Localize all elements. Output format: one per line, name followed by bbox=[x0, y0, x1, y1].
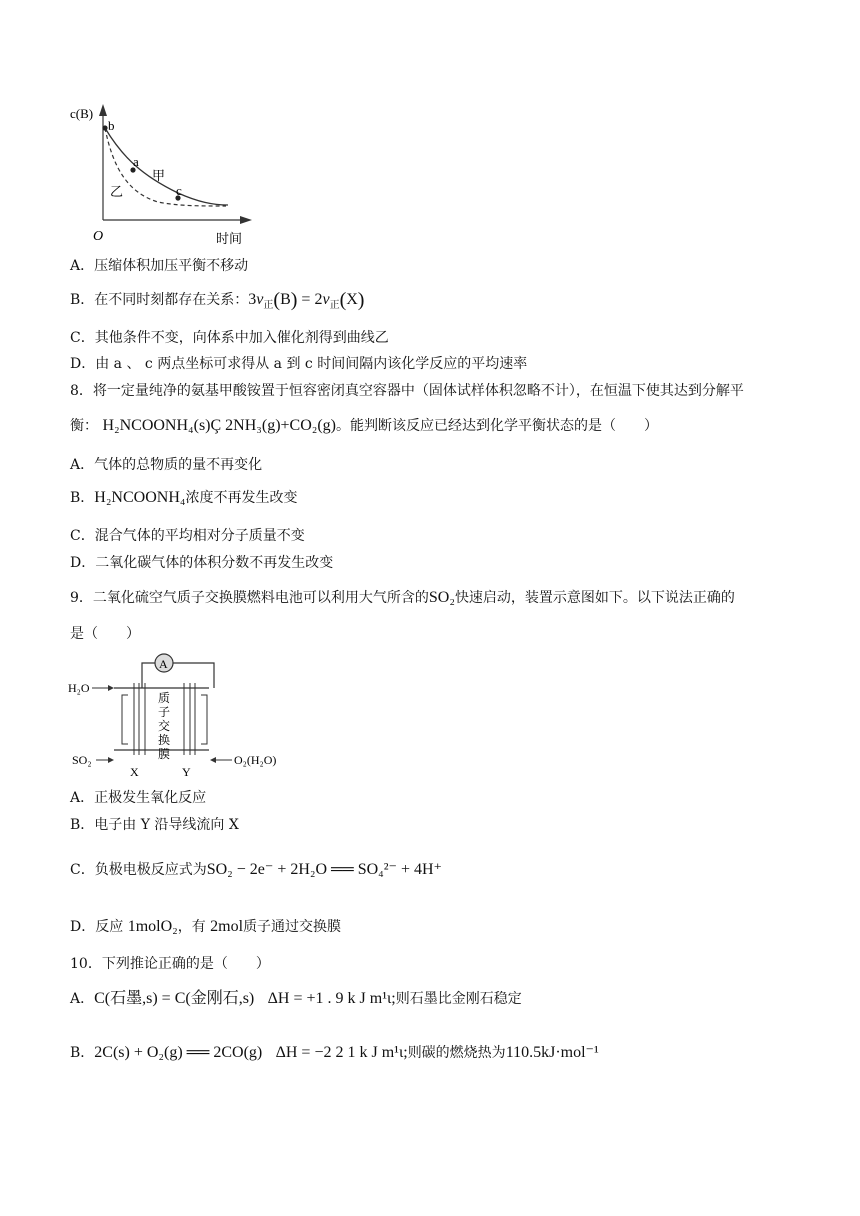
q7-b-formula: $3v_正(B) = 2v_正(X)$ bbox=[248, 289, 365, 312]
q7-option-c: C．其他条件不变，向体系中加入催化剂得到曲线乙 bbox=[70, 330, 389, 346]
q10-option-b: B．2C(s) + O₂(g) ══ 2CO(g) ΔH = −2 2 1 k J m¹ι;则碳的燃烧热为110.5kJ·mol⁻¹ bbox=[70, 1044, 599, 1061]
membrane-char-5: 膜 bbox=[158, 747, 171, 761]
membrane-char-4: 换 bbox=[158, 733, 171, 747]
fuel-cell-diagram bbox=[64, 650, 294, 780]
q8-equation: H₂NCOONH₄(s)Ç 2NH₃(g)+CO₂(g) bbox=[102, 417, 336, 434]
membrane-char-2: 子 bbox=[158, 705, 171, 719]
q7-option-b: B．在不同时刻都存在关系：$3v_正(B) = 2v_正(X)$ bbox=[70, 289, 365, 312]
q7-option-d: D．由 a 、 c 两点坐标可求得从 a 到 c 时间间隔内该化学反应的平均速率 bbox=[70, 356, 528, 372]
q8-option-b: B．H₂NCOONH₄浓度不再发生改变 bbox=[70, 489, 298, 506]
q9-option-d: D．反应 1molO₂，有 2mol质子通过交换膜 bbox=[70, 918, 342, 935]
membrane-char-3: 交 bbox=[158, 719, 171, 733]
concentration-time-figure bbox=[68, 98, 258, 248]
q8-option-c: C．混合气体的平均相对分子质量不变 bbox=[70, 528, 305, 544]
electrode-x-label: X bbox=[130, 765, 139, 779]
q9-stem-line2: 是（ ） bbox=[70, 626, 140, 642]
q8-stem-line2: 衡： H₂NCOONH₄(s)Ç 2NH₃(g)+CO₂(g)。能判断该反应已经达到化学平衡状态的是（ ） bbox=[70, 417, 658, 434]
electrode-y-label: Y bbox=[182, 765, 191, 779]
curve-jia-label: 甲 bbox=[152, 168, 166, 183]
q9-stem-line1: 9．二氧化硫空气质子交换膜燃料电池可以利用大气所含的SO₂快速启动，装置示意图如下。以下说法正确的 bbox=[70, 589, 735, 606]
q8-option-a: A．气体的总物质的量不再变化 bbox=[70, 457, 263, 473]
q8-stem-line1: 8．将一定量纯净的氨基甲酸铵置于恒容密闭真空容器中（固体试样体积忽略不计），在恒温下使其达到分解平 bbox=[70, 383, 744, 399]
point-b-label: b bbox=[108, 118, 115, 133]
q8-option-d: D．二氧化碳气体的体积分数不再发生改变 bbox=[70, 555, 334, 571]
curve-yi bbox=[105, 128, 226, 206]
curve-yi-label: 乙 bbox=[110, 184, 124, 199]
q10-stem: 10．下列推论正确的是（ ） bbox=[70, 956, 270, 972]
y-axis-label: c(B) bbox=[70, 106, 94, 121]
membrane-char-1: 质 bbox=[158, 691, 171, 705]
h2o-label: H₂O bbox=[68, 681, 90, 695]
curve-jia bbox=[105, 128, 228, 205]
point-c-label: c bbox=[176, 183, 182, 198]
origin-label: O bbox=[93, 229, 104, 244]
q9-option-b: B．电子由 Y 沿导线流向 X bbox=[70, 817, 239, 833]
point-a-label: a bbox=[133, 154, 139, 169]
o2-label: O₂(H₂O) bbox=[234, 753, 277, 767]
q7-option-a: A．压缩体积加压平衡不移动 bbox=[70, 258, 249, 274]
x-axis-label: 时间 bbox=[216, 231, 243, 246]
q9-option-a: A．正极发生氧化反应 bbox=[70, 790, 207, 806]
q10-option-a: A．C(石墨,s) = C(金刚石,s) ΔH = +1 . 9 k J m¹ι;则石墨比金刚石稳定 bbox=[70, 990, 522, 1007]
ammeter-label: A bbox=[159, 657, 168, 671]
so2-label: SO₂ bbox=[72, 753, 92, 767]
q9-option-c: C．负极电极反应式为SO₂ − 2e⁻ + 2H₂O ══ SO₄²⁻ + 4H⁺ bbox=[70, 861, 442, 878]
